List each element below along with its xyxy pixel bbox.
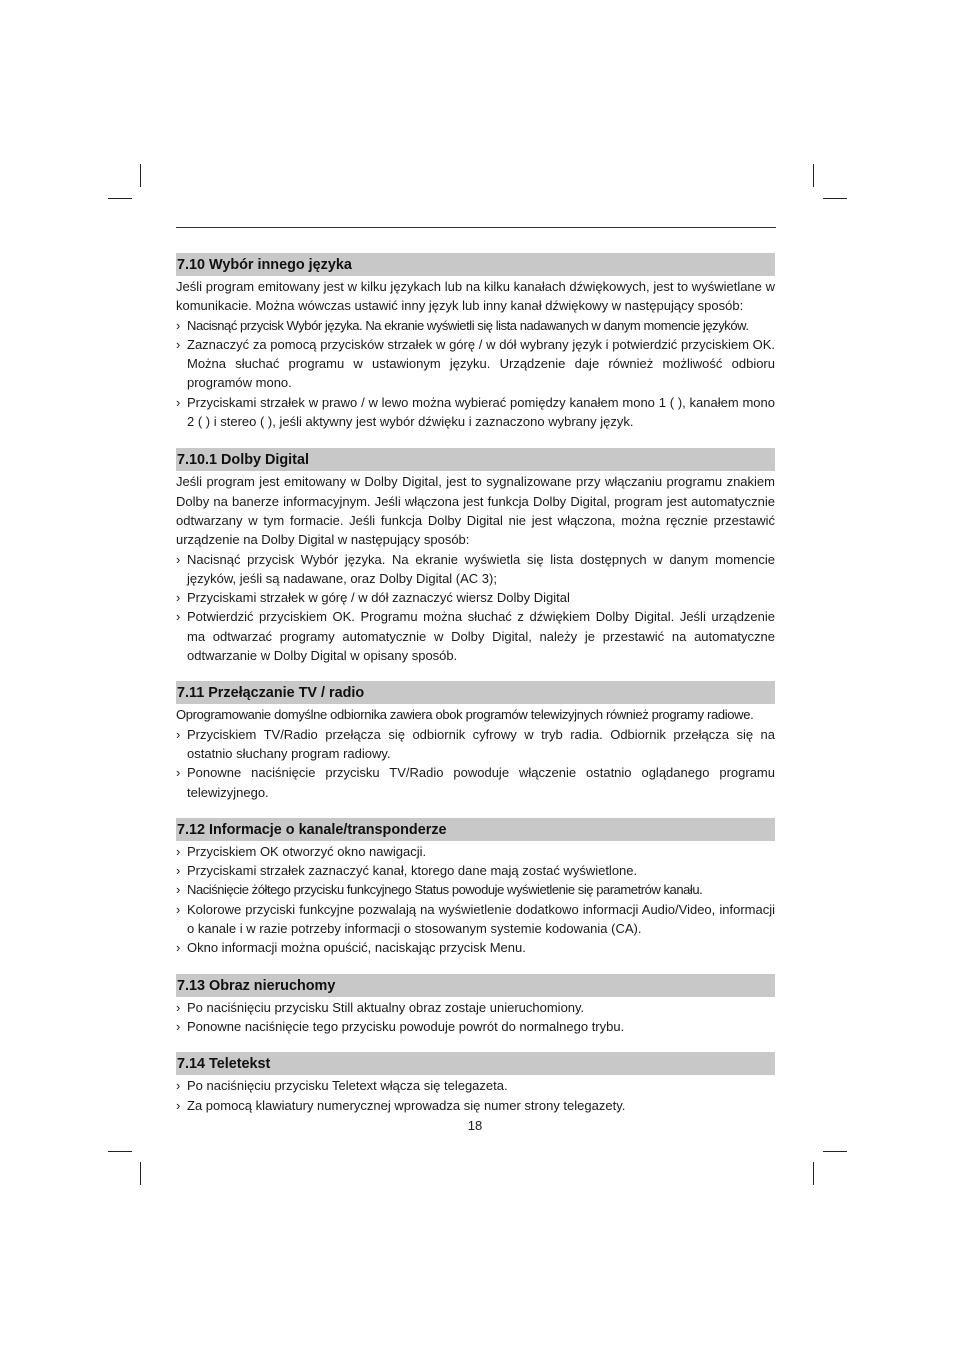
page-content [176, 253, 775, 1131]
bullet-marker: › [176, 590, 181, 606]
list-item-text: Nacisnąć przycisk Wybór języka. Na ekranie wyświetla się lista dostępnych w danym momencie języków, jeśli są nadawane, oraz Dolby Digital (AC 3); [187, 551, 775, 586]
bullet-marker: › [176, 901, 181, 917]
bullet-marker: › [176, 843, 181, 859]
bullet-marker: › [176, 1078, 181, 1094]
list-item [176, 725, 775, 764]
list-item-text: Ponowne naciśnięcie przycisku TV/Radio powoduje włączenie ostatnio oglądanego programu telewizyjnego. [187, 765, 775, 800]
section-7-12 [176, 818, 775, 958]
bullet-marker: › [176, 394, 181, 410]
list-item-text: Naciśnięcie żółtego przycisku funkcyjnego Status powoduje wyświetlenie się parametrów kanału. [187, 882, 703, 898]
bullet-marker: › [176, 317, 180, 333]
list-item-text: Przyciskiem OK otworzyć okno nawigacji. [187, 843, 427, 859]
section-heading: 7.14 Teletekst [176, 1052, 775, 1075]
section-7-14 [176, 1052, 775, 1115]
crop-mark [108, 198, 132, 199]
list-item-text: Ponowne naciśnięcie tego przycisku powoduje powrót do normalnego trybu. [187, 1018, 625, 1034]
list-item-text: Potwierdzić przyciskiem OK. Programu można słuchać z dźwiękiem Dolby Digital. Jeśli urządzenie ma odtwarzać programy automatycznie w Dolby Digital, należy je przestawić na automatyczne odtwarzanie w Dolby Digital w opisany sposób. [187, 609, 775, 664]
bullet-list [176, 550, 775, 666]
bullet-list [176, 842, 775, 958]
crop-mark [108, 1151, 132, 1152]
list-item [176, 900, 775, 939]
bullet-marker: › [176, 882, 180, 898]
section-7-10 [176, 253, 775, 431]
list-item [176, 998, 775, 1017]
list-item [176, 588, 775, 607]
crop-mark [140, 164, 141, 187]
list-item [176, 1017, 775, 1036]
list-item [176, 335, 775, 393]
bullet-marker: › [176, 1018, 181, 1034]
section-7-11 [176, 681, 775, 801]
crop-mark [823, 198, 847, 199]
list-item-text: Przyciskami strzałek w prawo / w lewo można wybierać pomiędzy kanałem mono 1 ( ), kanałem mono 2 ( ) i stereo ( ), jeśli aktywny jest wybór dźwięku i zaznaczono wybrany język. [187, 394, 775, 430]
crop-mark [813, 164, 814, 187]
section-heading: 7.12 Informacje o kanale/transponderze [176, 818, 775, 841]
list-item-text: Za pomocą klawiatury numerycznej wprowadza się numer strony telegazety. [187, 1097, 626, 1113]
page-number: 18 [467, 1118, 483, 1133]
bullet-marker: › [176, 999, 181, 1015]
list-item-text: Po naciśnięciu przycisku Still aktualny obraz zostaje unieruchomiony. [187, 999, 585, 1015]
bullet-list [176, 725, 775, 802]
header-rule [176, 227, 776, 228]
section-paragraph: Jeśli program emitowany jest w kilku językach lub na kilku kanałach dźwiękowych, jest to wyświetlane w komunikacie. Można wówczas ustawić inny język lub inny kanał dźwiękowy w następujący sposób: [176, 279, 775, 314]
section-paragraph: Jeśli program jest emitowany w Dolby Digital, jest to sygnalizowane przy włączaniu programu znakiem Dolby na banerze informacyjnym. Jeśli włączona jest funkcja Dolby Digital, program jest automatycznie odtwarzany w tym formacie. Jeśli funkcja Dolby Digital nie jest włączona, można ręcznie przestawić urządzenie na Dolby Digital w następujący sposób: [176, 474, 775, 548]
list-item [176, 1076, 775, 1095]
bullet-list [176, 316, 775, 432]
list-item [176, 1096, 775, 1115]
bullet-marker: › [176, 940, 181, 956]
list-item [176, 607, 775, 665]
list-item [176, 550, 775, 589]
list-item [176, 861, 775, 880]
bullet-marker: › [176, 726, 181, 742]
bullet-marker: › [176, 863, 181, 879]
section-heading: 7.11 Przełączanie TV / radio [176, 681, 775, 704]
list-item-text: Nacisnąć przycisk Wybór języka. Na ekranie wyświetli się lista nadawanych w danym momencie języków. [187, 317, 749, 333]
section-7-13 [176, 974, 775, 1037]
bullet-marker: › [176, 609, 181, 625]
list-item-text: Zaznaczyć za pomocą przycisków strzałek w górę / w dół wybrany język i potwierdzić przyciskiem OK. Można słuchać programu w ustawionym języku. Urządzenie daje również możliwość odbioru programów mono. [187, 336, 775, 391]
list-item [176, 316, 775, 335]
list-item-text: Przyciskami strzałek w górę / w dół zaznaczyć wiersz Dolby Digital [187, 590, 570, 606]
bullet-marker: › [176, 765, 181, 781]
section-7-10-1 [176, 448, 775, 665]
bullet-list [176, 1076, 775, 1115]
bullet-marker: › [176, 551, 181, 567]
list-item-text: Przyciskami strzałek zaznaczyć kanał, ktorego dane mają zostać wyświetlone. [187, 863, 638, 879]
section-heading: 7.13 Obraz nieruchomy [176, 974, 775, 997]
list-item [176, 880, 775, 899]
list-item-text: Okno informacji można opuścić, naciskając przycisk Menu. [187, 940, 526, 956]
crop-mark [823, 1151, 847, 1152]
list-item [176, 763, 775, 802]
bullet-marker: › [176, 1097, 181, 1113]
list-item-text: Po naciśnięciu przycisku Teletext włącza się telegazeta. [187, 1078, 508, 1094]
crop-mark [140, 1162, 141, 1185]
crop-mark [813, 1162, 814, 1185]
section-paragraph: Oprogramowanie domyślne odbiornika zawiera obok programów telewizyjnych również programy radiowe. [176, 707, 754, 723]
list-item [176, 393, 775, 432]
list-item [176, 938, 775, 957]
list-item-text: Przyciskiem TV/Radio przełącza się odbiornik cyfrowy w tryb radia. Odbiornik przełącza się na ostatnio słuchany program radiowy. [187, 726, 775, 761]
list-item [176, 842, 775, 861]
bullet-list [176, 998, 775, 1037]
bullet-marker: › [176, 336, 181, 352]
section-heading: 7.10 Wybór innego języka [176, 253, 775, 276]
list-item-text: Kolorowe przyciski funkcyjne pozwalają na wyświetlenie dodatkowo informacji Audio/Video, informacji o kanale i w razie potrzeby informacji o stosowanym systemie kodowania (CA). [187, 901, 775, 937]
section-heading: 7.10.1 Dolby Digital [176, 448, 775, 471]
